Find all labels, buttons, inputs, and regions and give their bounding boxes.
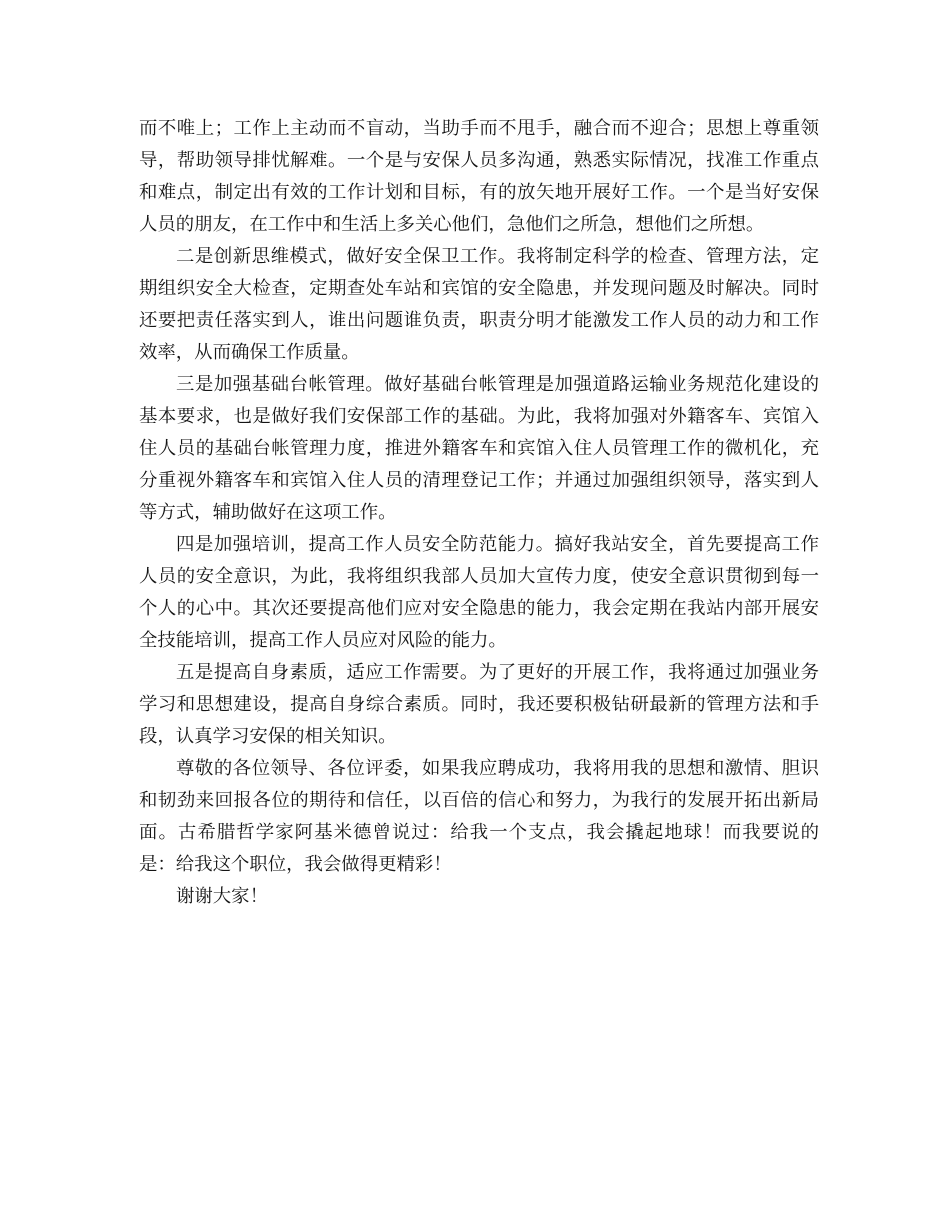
paragraph-self-improvement: 五是提高自身素质，适应工作需要。为了更好的开展工作，我将通过加强业务学习和思想建设，提高自身综合素质。同时，我还要积极钻研最新的管理方法和手段，认真学习安保的相关知识。 — [139, 662, 819, 747]
paragraph-ledger-management: 三是加强基础台帐管理。做好基础台帐管理是加强道路运输业务规范化建设的基本要求，也是做好我们安保部工作的基础。为此，我将加强对外籍客车、宾馆入住人员的基础台帐管理力度，推进外籍客车和宾馆入住人员管理工作的微机化，充分重视外籍客车和宾馆入住人员的清理登记工作；并通过加强组织领导，落实到人等方式，辅助做好在这项工作。 — [139, 374, 819, 523]
paragraph-continued: 而不唯上；工作上主动而不盲动，当助手而不甩手，融合而不迎合；思想上尊重领导，帮助领导排忧解难。一个是与安保人员多沟通，熟悉实际情况，找准工作重点和难点，制定出有效的工作计划和目标，有的放矢地开展好工作。一个是当好安保人员的朋友，在工作中和生活上多关心他们，急他们之所急，想他们之所想。 — [139, 118, 819, 235]
paragraph-innovation: 二是创新思维模式，做好安全保卫工作。我将制定科学的检查、管理方法，定期组织安全大检查，定期查处车站和宾馆的安全隐患，并发现问题及时解决。同时还要把责任落实到人，谁出问题谁负责，职责分明才能激发工作人员的动力和工作效率，从而确保工作质量。 — [139, 246, 819, 363]
document-body — [139, 113, 819, 913]
paragraph-training: 四是加强培训，提高工作人员安全防范能力。搞好我站安全，首先要提高工作人员的安全意识，为此，我将组织我部人员加大宣传力度，使安全意识贯彻到每一个人的心中。其次还要提高他们应对安全隐患的能力，我会定期在我站内部开展安全技能培训，提高工作人员应对风险的能力。 — [139, 534, 819, 651]
paragraph-closing: 尊敬的各位领导、各位评委，如果我应聘成功，我将用我的思想和激情、胆识和韧劲来回报各位的期待和信任，以百倍的信心和努力，为我行的发展开拓出新局面。古希腊哲学家阿基米德曾说过：给我一个支点，我会撬起地球！而我要说的是：给我这个职位，我会做得更精彩！ — [139, 758, 819, 875]
paragraph-thanks: 谢谢大家！ — [176, 886, 268, 907]
